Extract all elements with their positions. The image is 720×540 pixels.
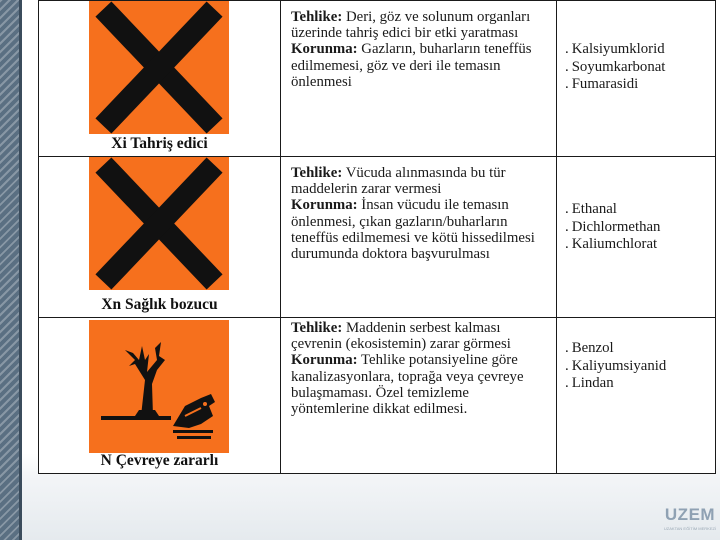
description-cell [281, 1, 557, 157]
examples-list [557, 1, 715, 94]
side-decoration-band [0, 0, 22, 540]
list-item: . Fumarasidi [565, 76, 639, 92]
dead-tree-and-fish-icon [89, 320, 229, 453]
hazard-symbols-table [38, 0, 716, 474]
list-item: . Kalsiyumklorid [565, 41, 665, 57]
hazard-description [281, 318, 556, 417]
symbol-caption: Xi Tahriş edici [111, 135, 208, 152]
protection-label: Korunma: [291, 41, 358, 58]
hazard-description [281, 157, 556, 262]
examples-cell [557, 318, 716, 474]
symbol-cell [39, 318, 281, 474]
protection-label: Korunma: [291, 197, 358, 214]
protection-label: Korunma: [291, 352, 358, 369]
description-cell [281, 318, 557, 474]
examples-list [557, 157, 715, 254]
saltire-cross-icon [89, 1, 229, 134]
uzem-logo [660, 505, 720, 531]
bottom-decoration-band [22, 476, 720, 540]
description-cell [281, 157, 557, 318]
symbol-caption: N Çevreye zararlı [100, 452, 219, 469]
hazard-text: Maddenin serbest kalması çevrenin (ekosistemin) zarar görmesi [291, 320, 511, 353]
table-row [39, 1, 716, 157]
protection-text: Tehlike potansiyeline göre kanalizasyonlara, toprağa veya çevreye bulaşmaması. Özel temizleme yöntemlerine dikkat edilmesi. [291, 352, 524, 418]
list-item: . Soyumkarbonat [565, 58, 666, 75]
list-item: . Kaliumchlorat [565, 236, 658, 252]
hazard-description [281, 1, 556, 90]
list-item: . Ethanal [565, 201, 617, 217]
symbol-cell [39, 1, 281, 157]
list-item: . Kaliyumsiyanid [565, 357, 667, 374]
examples-cell [557, 157, 716, 318]
examples-list [557, 318, 715, 393]
protection-text: Gazların, buharların teneffüs edilmemesi, göz ve deri ile temasın önlenmesi [291, 41, 532, 90]
hazard-text: Deri, göz ve solunum organları üzerinde tahriş edici bir etki yaratması [291, 9, 531, 42]
saltire-cross-icon [89, 157, 229, 290]
protection-text: İnsan vücudu ile temasın önlenmesi, çıkan gazların/buharların teneffüs edilmemesi ve kötü hissedilmesi durumunda doktora başvurulması [291, 197, 535, 263]
symbol-caption: Xn Sağlık bozucu [101, 296, 218, 313]
table-row [39, 318, 716, 474]
hazard-label: Tehlike: [291, 165, 343, 181]
list-item: . Dichlormethan [565, 218, 661, 235]
hazard-label: Tehlike: [291, 9, 343, 25]
list-item: . Lindan [565, 375, 614, 391]
logo-subtitle: UZAKTAN EĞİTİM MERKEZİ [663, 526, 717, 531]
hazard-text: Vücuda alınmasında bu tür maddelerin zarar vermesi [291, 165, 506, 198]
examples-cell [557, 1, 716, 157]
list-item: . Benzol [565, 340, 614, 356]
table-row [39, 157, 716, 318]
symbol-cell [39, 157, 281, 318]
logo-text: UZEM [664, 505, 716, 524]
hazard-label: Tehlike: [291, 320, 343, 336]
